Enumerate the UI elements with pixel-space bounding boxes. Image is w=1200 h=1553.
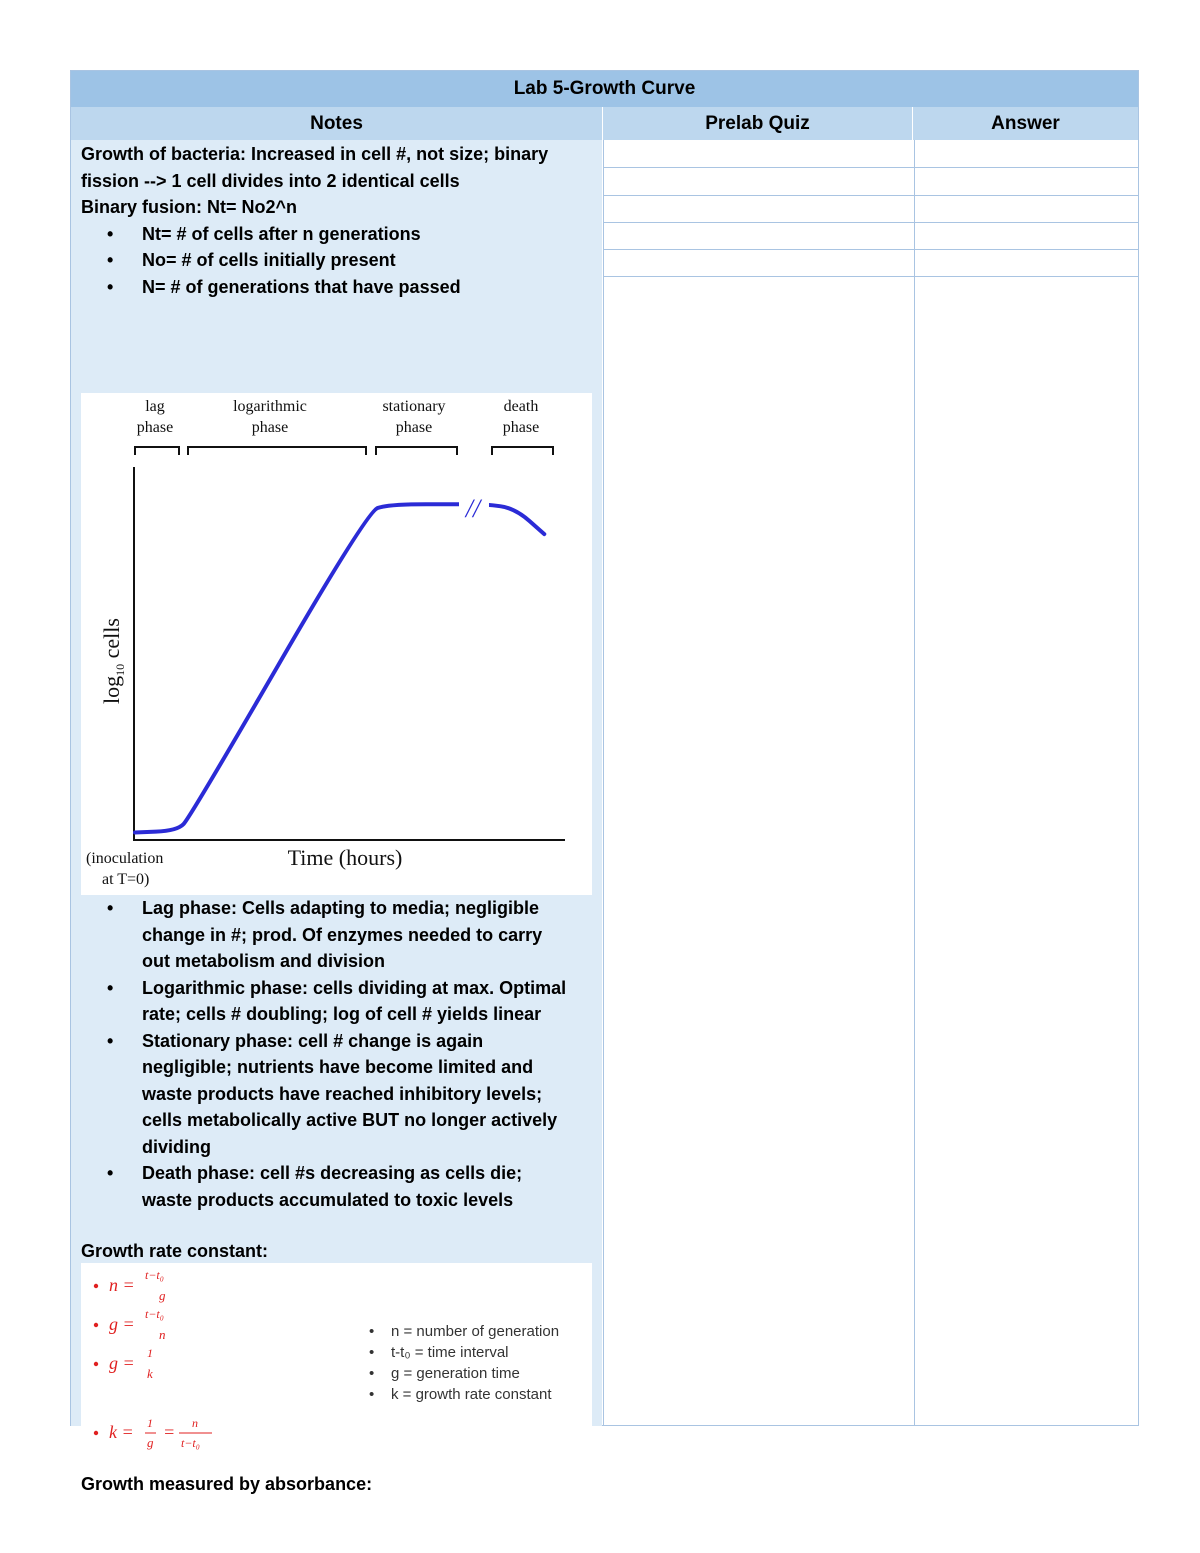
definition-item: • N= # of generations that have passed bbox=[71, 274, 548, 301]
origin-note: (inoculation bbox=[86, 850, 164, 867]
svg-text:g: g bbox=[159, 1288, 166, 1303]
phase-label: phase bbox=[136, 419, 174, 436]
notes-intro-line: fission --> 1 cell divides into 2 identical cells bbox=[81, 170, 460, 191]
phase-note-stationary: • Stationary phase: cell # change is again negligible; nutrients have become limited and waste products have reached inhibitory levels; cells metabolically active BUT no longer actively dividing bbox=[71, 1028, 566, 1161]
answer-header: Answer bbox=[913, 107, 1138, 140]
notes-intro bbox=[81, 141, 548, 300]
phase-label: logarithmic bbox=[233, 398, 307, 415]
answer-cell[interactable] bbox=[913, 140, 1138, 168]
quiz-cell[interactable] bbox=[604, 250, 914, 277]
definition-item: • No= # of cells initially present bbox=[71, 247, 548, 274]
bullet-icon bbox=[94, 1431, 98, 1435]
quiz-cell[interactable] bbox=[604, 196, 914, 223]
bullet-icon bbox=[94, 1284, 98, 1288]
bullet-icon bbox=[94, 1362, 98, 1366]
formula-n: n = bbox=[109, 1275, 135, 1295]
growth-rate-heading: Growth rate constant: bbox=[81, 1241, 269, 1261]
svg-text:n: n bbox=[192, 1416, 198, 1430]
quiz-cell[interactable] bbox=[604, 223, 914, 250]
definition-item: • n = number of generation bbox=[391, 1321, 559, 1342]
svg-text:t−t₀: t−t₀ bbox=[145, 1268, 164, 1282]
svg-text:t−t₀: t−t₀ bbox=[181, 1436, 200, 1450]
notes-header: Notes bbox=[71, 107, 603, 140]
phase-label: phase bbox=[395, 419, 433, 436]
formula-g1: g = bbox=[109, 1314, 135, 1334]
formula-definitions bbox=[71, 221, 548, 301]
x-axis-label: Time (hours) bbox=[287, 845, 403, 870]
growth-curve-svg bbox=[81, 393, 592, 895]
formula-k: k = bbox=[109, 1422, 134, 1442]
formula-g2: g = bbox=[109, 1353, 135, 1373]
lab-table bbox=[70, 70, 1139, 1494]
bullet-icon bbox=[94, 1323, 98, 1327]
definition-item: • Nt= # of cells after n generations bbox=[71, 221, 548, 248]
svg-text:k: k bbox=[147, 1366, 153, 1381]
formula-box bbox=[81, 1263, 592, 1469]
phase-note-lag: • Lag phase: Cells adapting to media; negligible change in #; prod. Of enzymes needed to carry out metabolism and division bbox=[71, 895, 566, 975]
svg-text:g: g bbox=[147, 1435, 154, 1450]
phase-label: death bbox=[503, 398, 539, 415]
growth-curve-chart bbox=[81, 393, 592, 895]
svg-text:1: 1 bbox=[147, 1346, 153, 1360]
notes-intro-line: Growth of bacteria: Increased in cell #, not size; binary bbox=[81, 144, 549, 164]
quiz-cell[interactable] bbox=[604, 168, 914, 196]
svg-text:n: n bbox=[159, 1327, 166, 1342]
origin-note: at T=0) bbox=[102, 871, 150, 888]
growth-curve-line bbox=[135, 504, 544, 832]
phase-label: phase bbox=[251, 419, 289, 436]
formula-definitions-list bbox=[391, 1321, 559, 1405]
answer-column bbox=[913, 140, 1138, 1426]
definition-item: • t-t₀ = time interval bbox=[391, 1342, 559, 1363]
quiz-header: Prelab Quiz bbox=[603, 107, 913, 140]
phase-label: lag bbox=[145, 398, 165, 415]
svg-text:=: = bbox=[163, 1422, 176, 1442]
svg-text:1: 1 bbox=[147, 1416, 153, 1430]
phase-bracket bbox=[188, 447, 366, 455]
y-axis-label: $\log_{10}$ cells bbox=[99, 618, 127, 704]
answer-cell[interactable] bbox=[913, 196, 1138, 223]
formula-svg bbox=[81, 1263, 391, 1469]
phase-label: stationary bbox=[382, 398, 446, 415]
phase-note-log: • Logarithmic phase: cells dividing at max. Optimal rate; cells # doubling; log of cell # yields linear bbox=[71, 975, 566, 1028]
quiz-column bbox=[603, 140, 915, 1426]
definition-item: • k = growth rate constant bbox=[391, 1384, 559, 1405]
phase-note-death: • Death phase: cell #s decreasing as cells die; waste products accumulated to toxic levels bbox=[71, 1160, 566, 1213]
phase-notes bbox=[81, 895, 566, 1213]
axis-break-mark: // bbox=[465, 494, 481, 523]
answer-cell[interactable] bbox=[913, 223, 1138, 250]
svg-text:t−t₀: t−t₀ bbox=[145, 1307, 164, 1321]
answer-cell[interactable] bbox=[913, 168, 1138, 196]
answer-cell[interactable] bbox=[913, 250, 1138, 277]
phase-bracket bbox=[135, 447, 179, 455]
absorbance-heading: Growth measured by absorbance: bbox=[81, 1474, 373, 1494]
quiz-cell[interactable] bbox=[604, 140, 914, 168]
notes-column bbox=[71, 140, 602, 1494]
phase-bracket bbox=[376, 447, 457, 455]
phase-bracket bbox=[492, 447, 553, 455]
binary-fission-formula: Binary fusion: Nt= No2^n bbox=[81, 197, 298, 217]
phase-label: phase bbox=[502, 419, 540, 436]
definition-item: • g = generation time bbox=[391, 1363, 559, 1384]
table-title: Lab 5-Growth Curve bbox=[71, 71, 1138, 107]
